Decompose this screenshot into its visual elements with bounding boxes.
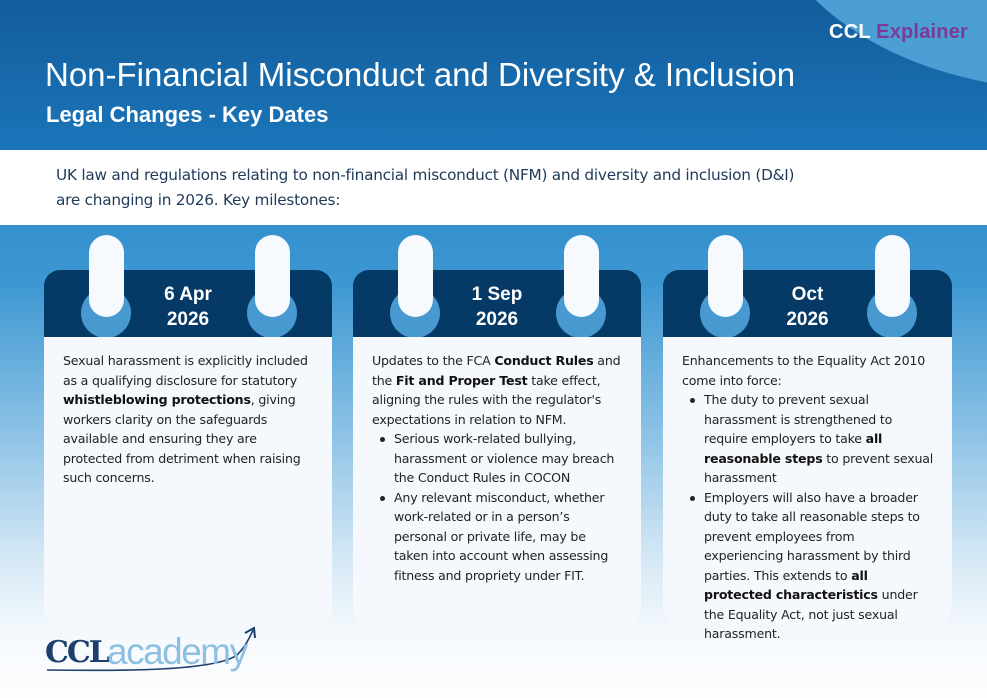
milestone-paragraph [63,351,314,488]
body-text: Updates to the FCA [372,353,495,368]
bullet-item [372,488,623,586]
emphasis-text: all protected characteristics [704,567,878,602]
milestone-date-day: 6 Apr [164,284,212,305]
emphasis-text: all reasonable steps [704,431,883,466]
emphasis-text: whistleblowing protections [63,392,251,407]
bullet-item [682,390,934,488]
body-text: and the [372,353,621,388]
emphasis-text: Conduct Rules [494,353,594,368]
milestone-bullet-list [372,429,623,585]
body-text: Serious work-related bullying, harassment or violence may breach the Conduct Rules in COCON [394,431,615,485]
milestone-date [353,282,641,332]
body-text: Employers will also have a broader duty to take all reasonable steps to prevent employees from experiencing harassment by third parties. This extends to [704,489,920,583]
body-text: Sexual harassment is explicitly included as a qualifying disclosure for statutory [63,353,308,388]
body-text: to prevent sexual harassment [704,450,934,485]
logo-ccl-text: CCL [45,635,108,670]
page-subtitle: Legal Changes - Key Dates [46,102,329,127]
header-banner [0,0,987,150]
emphasis-text: Fit and Proper Test [395,372,528,388]
ccl-academy-logo [45,625,260,675]
logo-academy-text: academy [107,631,247,672]
intro-text: UK law and regulations relating to non-financial misconduct (NFM) and diversity and inclusion (D&I) are changing in 2026. Key milestones: [56,166,795,209]
body-text: Enhancements to the Equality Act 2010 come into force: [682,353,926,388]
body-text: under the Equality Act, not just sexual harassment. [704,587,918,641]
milestone-date-day: 1 Sep [471,284,523,305]
bullet-item [682,488,934,644]
milestone-description [44,337,332,627]
body-text: Any relevant misconduct, whether work-related or in a person’s personal or private life, may be taken into account when assessing fitness and propriety under FIT. [394,489,609,583]
milestone-bullet-list [682,390,934,644]
milestone-date-year: 2026 [786,309,829,330]
body-text: The duty to prevent sexual harassment is strengthened to require employers to take [704,392,893,446]
page-title: Non-Financial Misconduct and Diversity & Inclusion [45,56,796,93]
ccl-explainer-tag [829,21,968,44]
milestone-date-day: Oct [791,284,824,305]
milestone-paragraph [682,351,934,390]
milestone-date-year: 2026 [166,309,210,330]
milestone-description [663,337,952,641]
milestone-description [353,337,641,627]
milestone-paragraph [372,351,623,429]
brand-tag-ccl: CCL [829,21,871,43]
bullet-item [372,429,623,488]
milestone-date-year: 2026 [475,309,519,330]
milestone-date [44,282,332,332]
milestone-date [663,282,952,332]
brand-tag-explainer: Explainer [876,21,968,43]
body-text: , giving workers clarity on the safeguards available and ensuring they are protected from detriment when raising such concerns. [63,392,301,485]
body-text: take effect, aligning the rules with the regulator's expectations in relation to NFM. [372,372,602,427]
